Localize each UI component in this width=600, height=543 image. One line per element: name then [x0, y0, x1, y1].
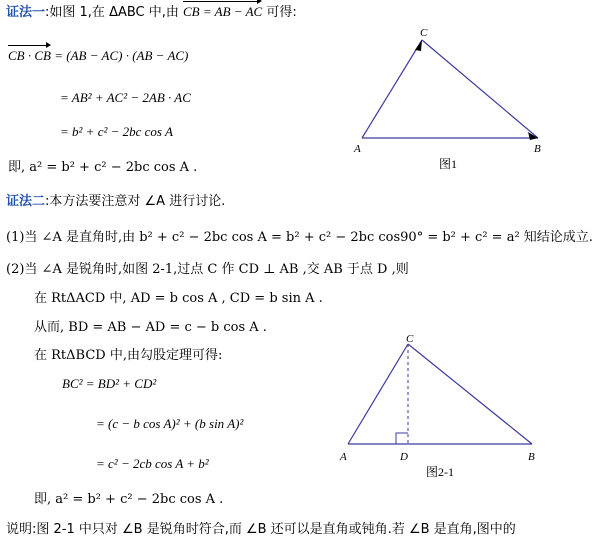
proof1-line3: = b² + c² − 2bc cos A [60, 124, 173, 139]
proof2-step1: 在 RtΔACD 中, AD = b cos A , CD = b sin A . [34, 291, 323, 306]
note-text: 说明:图 2-1 中只对 ∠B 是锐角时符合,而 ∠B 还可以是直角或钝角.若 ∠B 是直角,图中的 [6, 522, 516, 537]
figure1-vertex-a: A [354, 143, 361, 155]
figure2-vertex-d: D [400, 451, 408, 463]
proof2-step3: 在 RtΔBCD 中,由勾股定理可得: [34, 348, 223, 363]
proof2-eq2: = (c − b cos A)² + (b sin A)² [96, 416, 244, 431]
figure1-vertex-c: C [420, 27, 428, 39]
figure2-vertex-a: A [340, 451, 347, 463]
figure1-side-ac [362, 40, 422, 138]
proof2-step2: 从而, BD = AB − AD = c − b cos A . [34, 320, 267, 335]
proof2-eq3: = c² − 2cb cos A + b² [96, 456, 209, 471]
proof2-case2: (2)当 ∠A 是锐角时,如图 2-1,过点 C 作 CD ⊥ AB ,交 AB 于点 D ,则 [6, 262, 409, 277]
proof1-line1-rhs: = (AB − AC) · (AB − AC) [50, 48, 189, 63]
proof2-eq1: BC² = BD² + CD² [62, 376, 157, 391]
figure1-side-cb [422, 40, 538, 138]
proof1-label: 证法一 [6, 5, 46, 20]
figure2-side-cb [408, 344, 532, 444]
proof1-conclusion: 即, a² = b² + c² − 2bc cos A . [8, 160, 198, 175]
proof2-intro-line [6, 194, 225, 210]
figure1-arrowhead-c [415, 40, 422, 51]
proof1-intro-end: 可得: [262, 5, 297, 20]
figure2-side-ac [348, 344, 408, 444]
proof1-intro: :如图 1,在 ΔABC 中,由 [45, 5, 184, 20]
proof1-line2: = AB² + AC² − 2AB · AC [60, 90, 191, 105]
proof1-intro-line [6, 4, 297, 21]
figure1-vertex-b: B [534, 143, 541, 155]
figure1-caption: 图1 [439, 157, 458, 171]
proof2-intro: :本方法要注意对 ∠A 进行讨论. [45, 194, 226, 209]
figure2-vertex-b: B [528, 451, 535, 463]
figure2-right-angle-mark [396, 433, 408, 444]
proof2-label: 证法二 [6, 194, 46, 209]
proof1-line1-lhs: CB · CB [8, 48, 51, 63]
proof2-conclusion: 即, a² = b² + c² − 2bc cos A . [34, 492, 224, 507]
proof2-case1: (1)当 ∠A 是直角时,由 b² + c² − 2bc cos A = b² + c² − 2bc cos90° = b² + c² = a² 知结论成立. [6, 230, 593, 245]
figure2-caption: 图2-1 [426, 465, 454, 479]
proof1-intro-equation: CB = AB − AC [183, 4, 263, 19]
figure2-triangle [330, 332, 560, 482]
figure1-triangle [340, 26, 560, 176]
proof1-line1 [8, 48, 188, 65]
figure2-vertex-c: C [406, 333, 414, 345]
